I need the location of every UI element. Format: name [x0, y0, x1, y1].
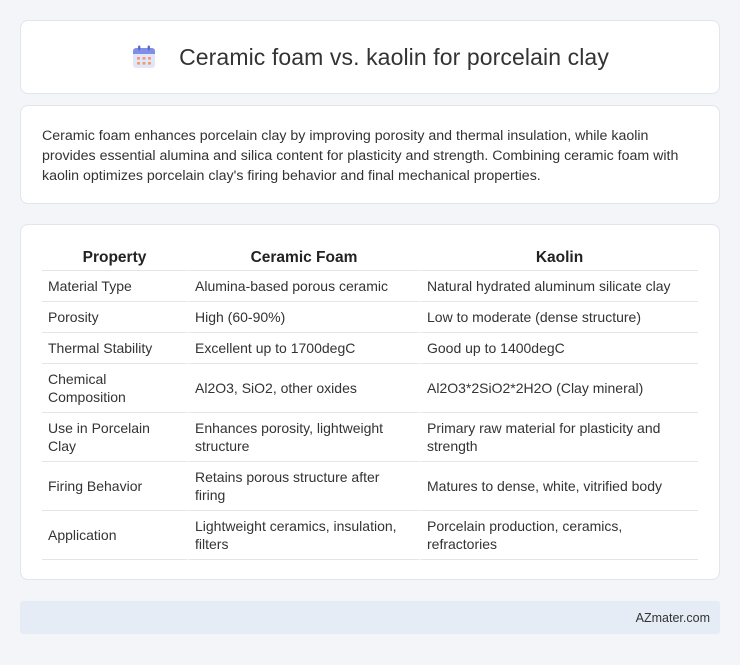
table-cell: Application	[42, 511, 187, 560]
table-cell: Al2O3*2SiO2*2H2O (Clay mineral)	[419, 364, 698, 413]
table-cell: Primary raw material for plasticity and strength	[419, 413, 698, 462]
calendar-icon	[131, 44, 157, 70]
footer-brand: AZmater.com	[635, 610, 710, 625]
table-cell: Thermal Stability	[42, 333, 187, 364]
table-cell: Retains porous structure after firing	[187, 462, 419, 511]
table-cell: Excellent up to 1700degC	[187, 333, 419, 364]
table-cell: Porosity	[42, 302, 187, 333]
table-row	[42, 413, 698, 462]
table-cell: Al2O3, SiO2, other oxides	[187, 364, 419, 413]
summary-card	[20, 105, 720, 204]
table-cell: Enhances porosity, lightweight structure	[187, 413, 419, 462]
table-cell: Natural hydrated aluminum silicate clay	[419, 271, 698, 302]
table-cell: Matures to dense, white, vitrified body	[419, 462, 698, 511]
table-row	[42, 364, 698, 413]
page-title: Ceramic foam vs. kaolin for porcelain clay	[179, 43, 609, 70]
column-header-ceramic-foam: Ceramic Foam	[187, 245, 419, 271]
table-row	[42, 333, 698, 364]
table-row	[42, 271, 698, 302]
table-cell: Use in Porcelain Clay	[42, 413, 187, 462]
table-cell: Alumina-based porous ceramic	[187, 271, 419, 302]
table-cell: Good up to 1400degC	[419, 333, 698, 364]
column-header-kaolin: Kaolin	[419, 245, 698, 271]
table-cell: Low to moderate (dense structure)	[419, 302, 698, 333]
comparison-table-card	[20, 224, 720, 580]
table-cell: Porcelain production, ceramics, refractories	[419, 511, 698, 560]
table-cell: Lightweight ceramics, insulation, filters	[187, 511, 419, 560]
table-row	[42, 302, 698, 333]
title-card	[20, 20, 720, 94]
table-cell: High (60-90%)	[187, 302, 419, 333]
footer	[20, 601, 720, 634]
table-cell: Firing Behavior	[42, 462, 187, 511]
comparison-table	[42, 245, 698, 560]
summary-text: Ceramic foam enhances porcelain clay by improving porosity and thermal insulation, while kaolin provides essential alumina and silica content for plasticity and strength. Combining ceramic foam with kaolin optimizes porcelain clay's firing behavior and final mechanical properties.	[42, 128, 679, 184]
column-header-property: Property	[42, 245, 187, 271]
table-cell: Material Type	[42, 271, 187, 302]
table-header-row	[42, 245, 698, 271]
table-row	[42, 462, 698, 511]
table-row	[42, 511, 698, 560]
table-cell: Chemical Composition	[42, 364, 187, 413]
